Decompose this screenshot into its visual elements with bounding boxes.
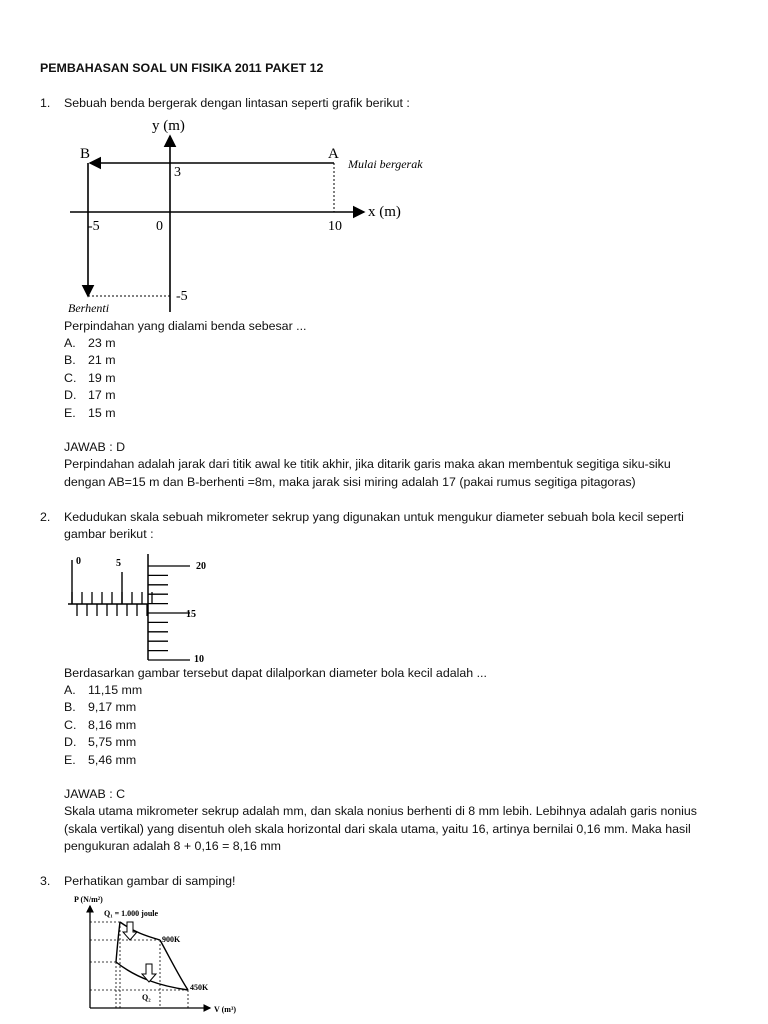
q1-question: Sebuah benda bergerak dengan lintasan seperti grafik berikut :: [64, 96, 410, 110]
q1-point-b: B: [80, 146, 91, 162]
q2-option-e-letter: E.: [64, 753, 76, 767]
q1-trajectory-figure: [64, 112, 436, 318]
q1-option-d: 17 m: [88, 388, 116, 402]
q2-thimble-15: 15: [186, 609, 196, 620]
q2-option-c-letter: C.: [64, 718, 77, 732]
q2-option-d-letter: D.: [64, 735, 77, 749]
q2-prompt: Berdasarkan gambar tersebut dapat dilalporkan diameter bola kecil adalah ...: [64, 666, 487, 680]
q1-number: 1.: [40, 96, 51, 110]
q1-option-b-letter: B.: [64, 353, 76, 367]
q1-start-label: Mulai bergerak: [348, 157, 423, 171]
q2-main-scale-5: 5: [116, 558, 121, 569]
q1-option-e-letter: E.: [64, 406, 76, 420]
q2-option-a-letter: A.: [64, 683, 76, 697]
q1-option-c-letter: C.: [64, 371, 77, 385]
q2-number: 2.: [40, 510, 51, 524]
q2-thimble-10: 10: [194, 654, 204, 665]
q2-thimble-20: 20: [196, 561, 206, 572]
q1-tick-0: 0: [156, 219, 163, 234]
q1-tick-neg5-y: -5: [176, 289, 188, 304]
q3-p-axis-label: P (N/m²): [74, 895, 103, 904]
q3-q1-label: Q₁ = 1.000 joule: [104, 909, 159, 918]
q1-y-axis-label: y (m): [152, 118, 185, 134]
q1-option-e: 15 m: [88, 406, 116, 420]
q1-explanation-line-1: Perpindahan adalah jarak dari titik awal ke titik akhir, jika ditarik garis maka akan membentuk segitiga siku-siku: [64, 457, 671, 471]
q1-tick-neg5-x: -5: [88, 219, 100, 234]
q1-stop-label: Berhenti: [68, 301, 110, 315]
q3-number: 3.: [40, 874, 51, 888]
q2-question-line-2: gambar berikut :: [64, 527, 154, 541]
q3-pv-diagram: [64, 892, 254, 1018]
q1-x-axis-label: x (m): [368, 204, 401, 220]
q1-option-b: 21 m: [88, 353, 116, 367]
q2-explanation-line-2: (skala vertikal) yang disentuh oleh skala horizontal dari skala utama, yaitu 16, artinya bernilai 0,16 mm. Maka hasil: [64, 822, 691, 836]
q1-tick-3: 3: [174, 165, 181, 180]
q3-question: Perhatikan gambar di samping!: [64, 874, 236, 888]
q1-point-a: A: [328, 146, 339, 162]
q2-option-c: 8,16 mm: [88, 718, 137, 732]
q2-option-b-letter: B.: [64, 700, 76, 714]
q3-v-axis-label: V (m³): [214, 1005, 237, 1014]
q3-t-high-label: 900K: [162, 935, 181, 944]
q1-tick-10: 10: [328, 219, 342, 234]
q2-main-scale-0: 0: [76, 556, 81, 567]
q3-t-low-label: 450K: [190, 983, 209, 992]
q1-option-c: 19 m: [88, 371, 116, 385]
q1-option-d-letter: D.: [64, 388, 77, 402]
q1-answer: JAWAB : D: [64, 440, 126, 454]
q2-explanation-line-1: Skala utama mikrometer sekrup adalah mm, dan skala nonius berhenti di 8 mm lebih. Lebihnya adalah garis nonius: [64, 804, 697, 818]
q2-answer: JAWAB : C: [64, 787, 126, 801]
q1-explanation-line-2: dengan AB=15 m dan B-berhenti =8m, maka jarak sisi miring adalah 17 (pakai rumus segitiga pitagoras): [64, 475, 636, 489]
q2-option-b: 9,17 mm: [88, 700, 137, 714]
q2-option-e: 5,46 mm: [88, 753, 137, 767]
q1-prompt: Perpindahan yang dialami benda sebesar ...: [64, 319, 307, 333]
q2-explanation-line-3: pengukuran adalah 8 + 0,16 = 8,16 mm: [64, 839, 281, 853]
q2-question-line-1: Kedudukan skala sebuah mikrometer sekrup yang digunakan untuk mengukur diameter sebuah bola kecil seperti: [64, 510, 684, 524]
q3-q2-label: Q₂: [142, 993, 151, 1002]
q2-option-d: 5,75 mm: [88, 735, 137, 749]
q1-option-a: 23 m: [88, 336, 116, 350]
document-title: PEMBAHASAN SOAL UN FISIKA 2011 PAKET 12: [40, 61, 324, 75]
q2-micrometer-figure: [64, 548, 224, 664]
q2-option-a: 11,15 mm: [88, 683, 143, 697]
q1-option-a-letter: A.: [64, 336, 76, 350]
